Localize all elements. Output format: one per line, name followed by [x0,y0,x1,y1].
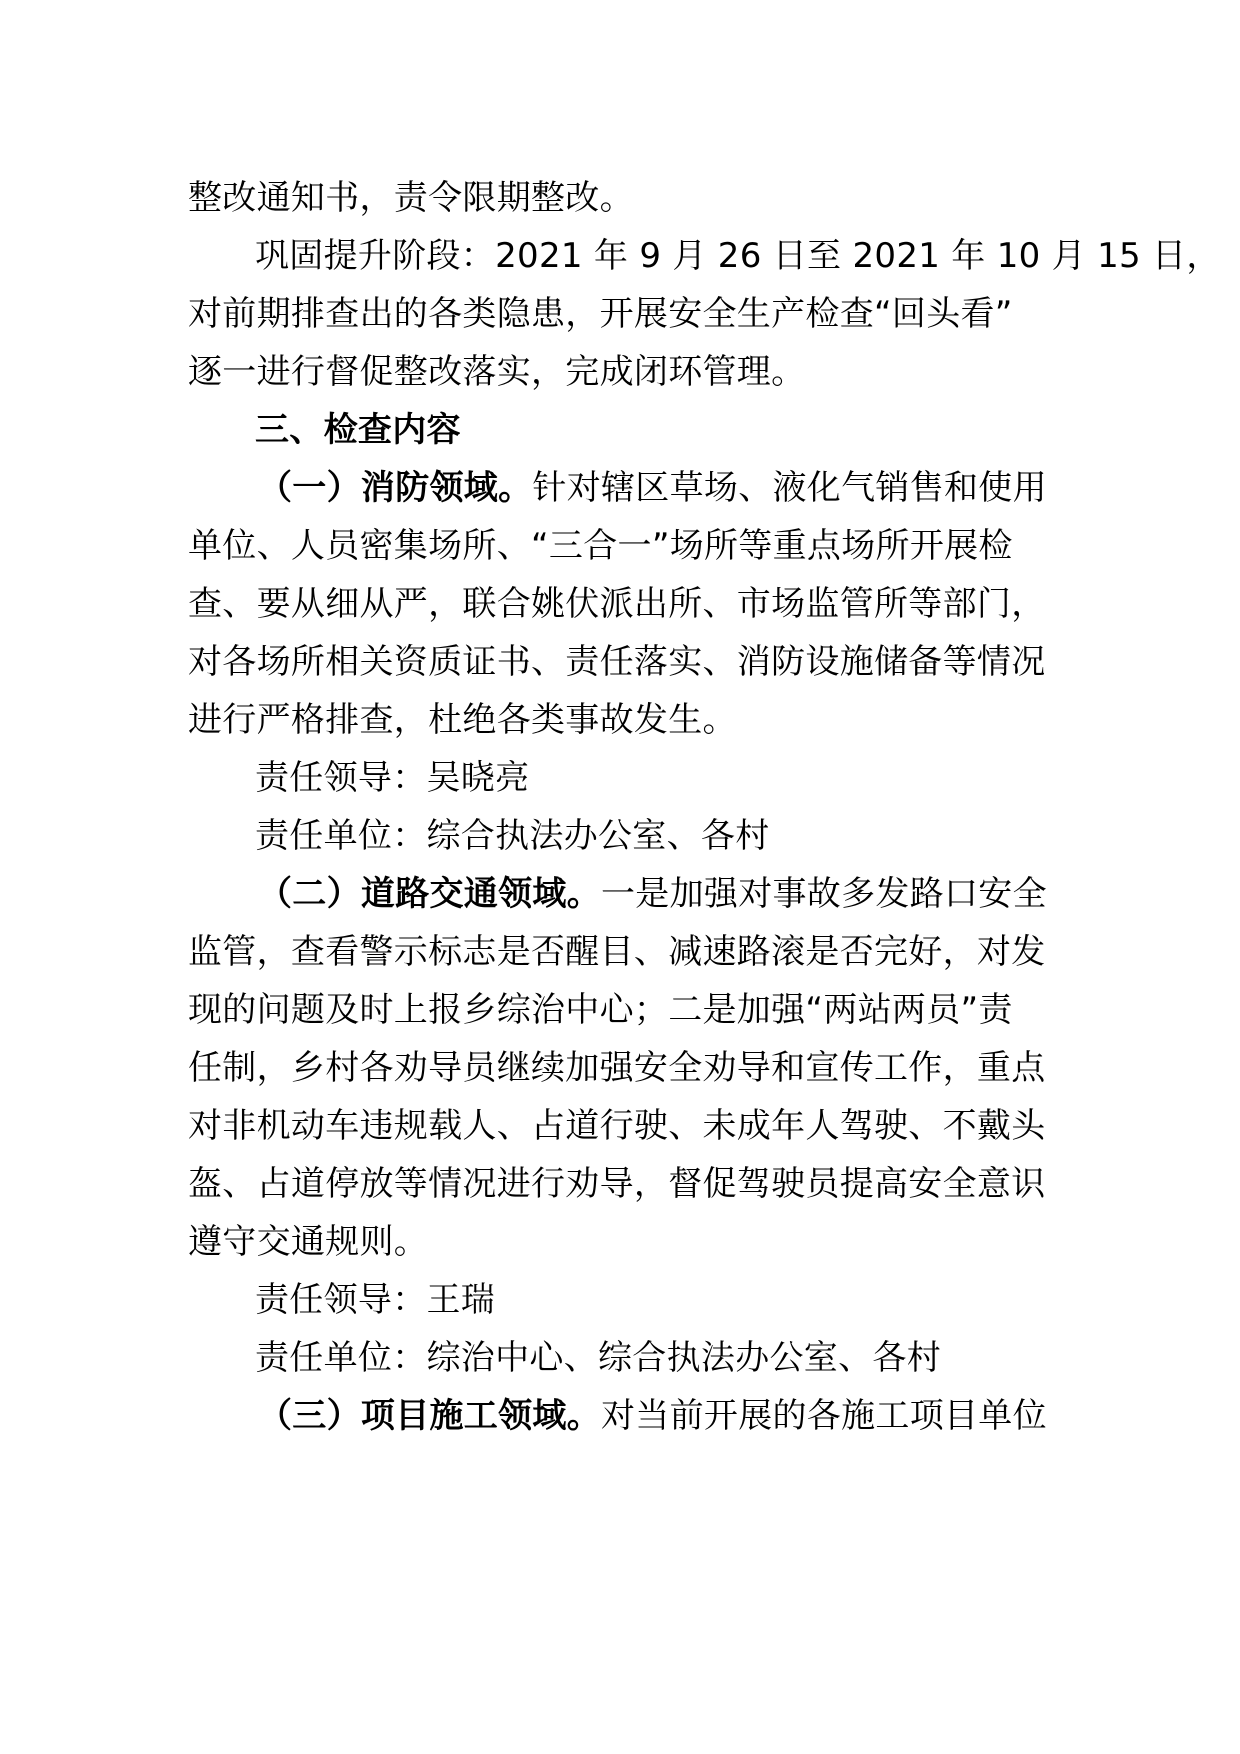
text-line [0,176,1240,220]
text-line [0,234,1240,278]
text-line [0,350,1240,394]
text: 巩固提升阶段：2021 年 9 月 26 日至 2021 年 10 月 15 日， [255,236,1221,276]
text: 逐一进行督促整改落实，完成闭环管理。 [188,352,806,392]
text: 查、要从细从严，联合姚伏派出所、市场监管所等部门， [188,584,1046,624]
text-line [0,988,1240,1032]
text-line [0,292,1240,336]
text: 针对辖区草场、液化气销售和使用 [532,468,1047,508]
text-line [0,1104,1240,1148]
text-line [0,872,1240,916]
subheading-text: （一）消防领域。 [258,468,533,508]
text: 对非机动车违规载人、占道行驶、未成年人驾驶、不戴头 [188,1106,1046,1146]
text-line [0,814,1240,858]
text-line [0,582,1240,626]
text-line [0,1336,1240,1380]
text: 对当前开展的各施工项目单位 [601,1396,1047,1436]
text-line [0,640,1240,684]
text-line [0,1162,1240,1206]
text-line [0,1220,1240,1264]
text-line [0,524,1240,568]
text: 遵守交通规则。 [188,1222,429,1262]
text: 盔、占道停放等情况进行劝导，督促驾驶员提高安全意识 [188,1164,1046,1204]
text-line [0,698,1240,742]
text-line [0,930,1240,974]
text: 责任单位：综治中心、综合执法办公室、各村 [255,1338,941,1378]
text: 对前期排查出的各类隐患，开展安全生产检查“回头看” [188,294,1013,334]
heading-text: 三、检查内容 [255,410,461,450]
text: 责任领导：王瑞 [255,1280,496,1320]
text: 单位、人员密集场所、“三合一”场所等重点场所开展检 [188,526,1013,566]
text: 对各场所相关资质证书、责任落实、消防设施储备等情况 [188,642,1046,682]
text-line [0,756,1240,800]
subheading-text: （二）道路交通领域。 [258,874,601,914]
text-line [0,1394,1240,1438]
text: 整改通知书，责令限期整改。 [188,178,634,218]
text: 监管，查看警示标志是否醒目、减速路滚是否完好，对发 [188,932,1046,972]
text: 一是加强对事故多发路口安全 [601,874,1047,914]
text-line [0,1278,1240,1322]
text: 进行严格排查，杜绝各类事故发生。 [188,700,737,740]
text: 现的问题及时上报乡综治中心；二是加强“两站两员”责 [188,990,1013,1030]
section-heading [0,408,1240,452]
text: 责任单位：综合执法办公室、各村 [255,816,770,856]
text-line [0,466,1240,510]
text: 责任领导：吴晓亮 [255,758,530,798]
subheading-text: （三）项目施工领域。 [258,1396,601,1436]
text-line [0,1046,1240,1090]
text: 任制，乡村各劝导员继续加强安全劝导和宣传工作，重点 [188,1048,1046,1088]
